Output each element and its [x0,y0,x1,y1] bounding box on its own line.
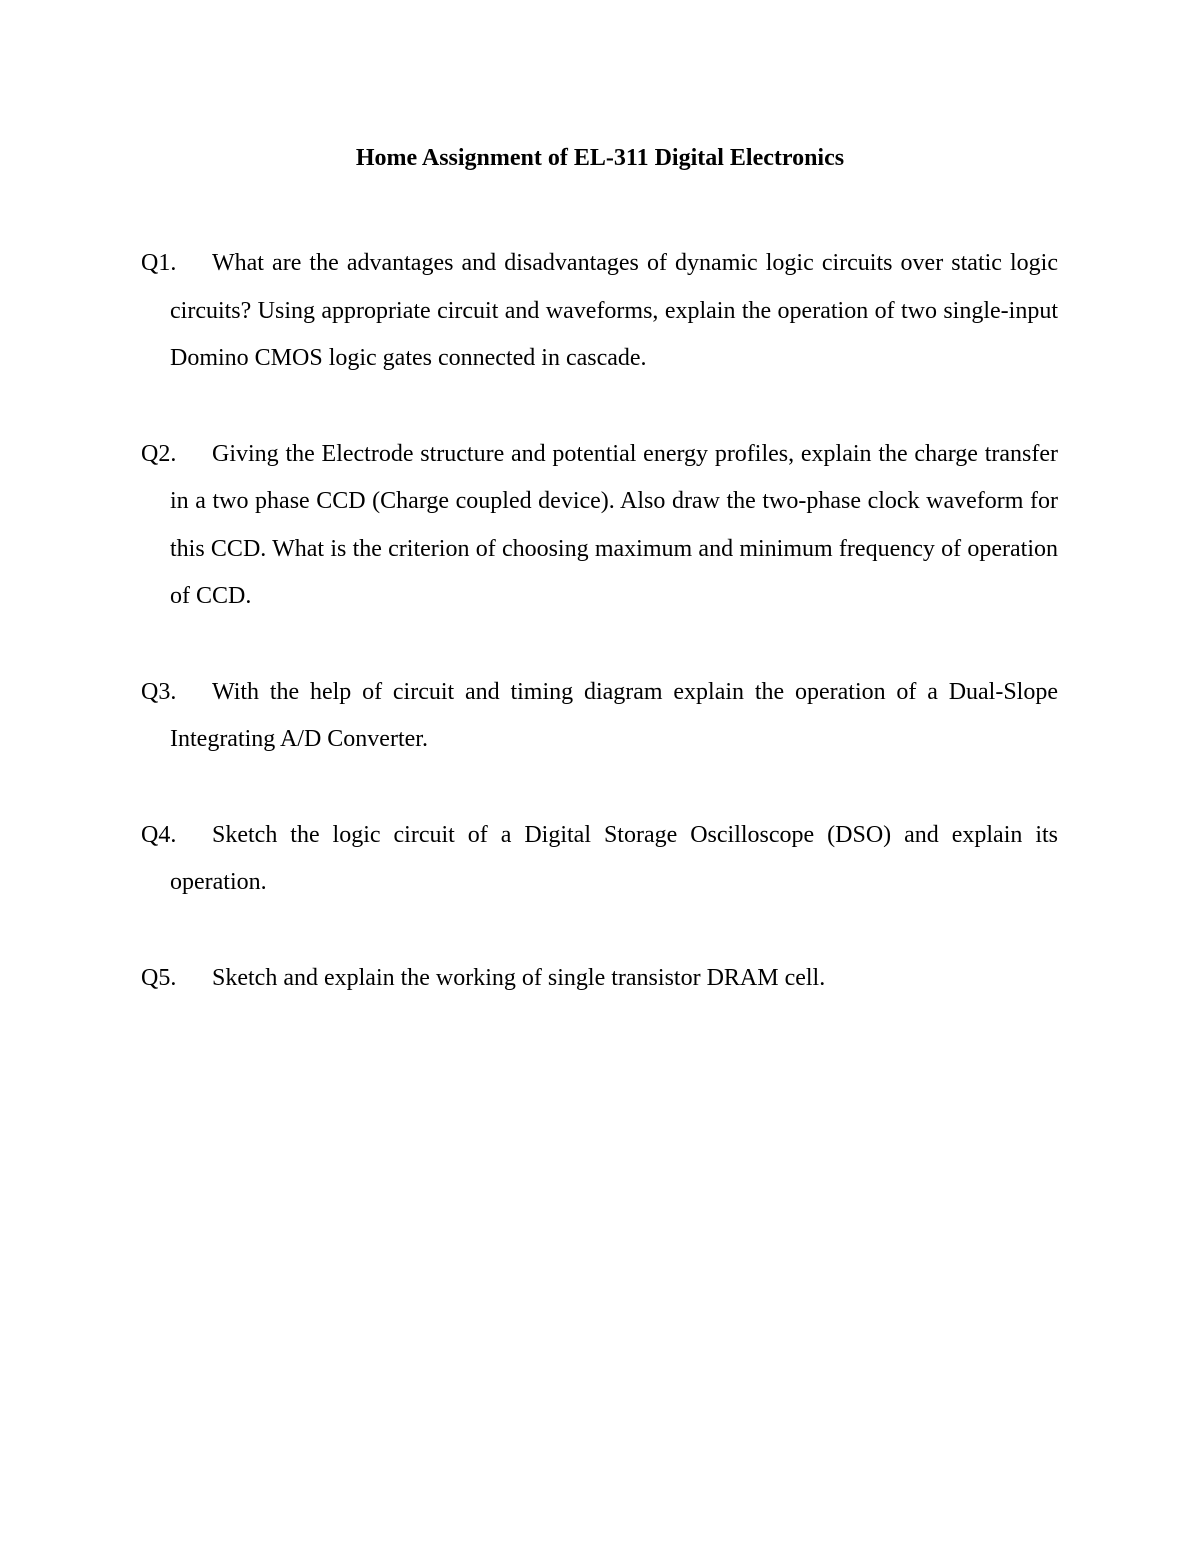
question-list [141,240,1058,1050]
question-item [141,669,1058,764]
question-number: Q2. [141,440,177,467]
question-text: Giving the Electrode structure and potential energy profiles, explain the charge transfer in a two phase CCD (Charge coupled device). Also draw the two-phase clock waveform for this CCD. What is the criterion of choosing maximum and minimum frequency of operation of CCD. [170,440,1058,609]
question-number: Q5. [141,964,177,991]
question-item [141,240,1058,383]
question-text: Sketch and explain the working of single transistor DRAM cell. [212,964,826,991]
question-item [141,955,1058,1003]
document-title: Home Assignment of EL-311 Digital Electronics [355,145,845,171]
question-number: Q4. [141,821,177,848]
question-item [141,431,1058,621]
question-text: What are the advantages and disadvantages of dynamic logic circuits over static logic circuits? Using appropriate circuit and waveforms, explain the operation of two single-input Domino CMOS logic gates connected in cascade. [170,250,1058,371]
question-text: Sketch the logic circuit of a Digital Storage Oscilloscope (DSO) and explain its operation. [170,821,1058,895]
question-number: Q3. [141,678,177,705]
question-item [141,812,1058,907]
question-number: Q1. [141,250,177,276]
question-text: With the help of circuit and timing diagram explain the operation of a Dual-Slope Integrating A/D Converter. [170,678,1058,752]
